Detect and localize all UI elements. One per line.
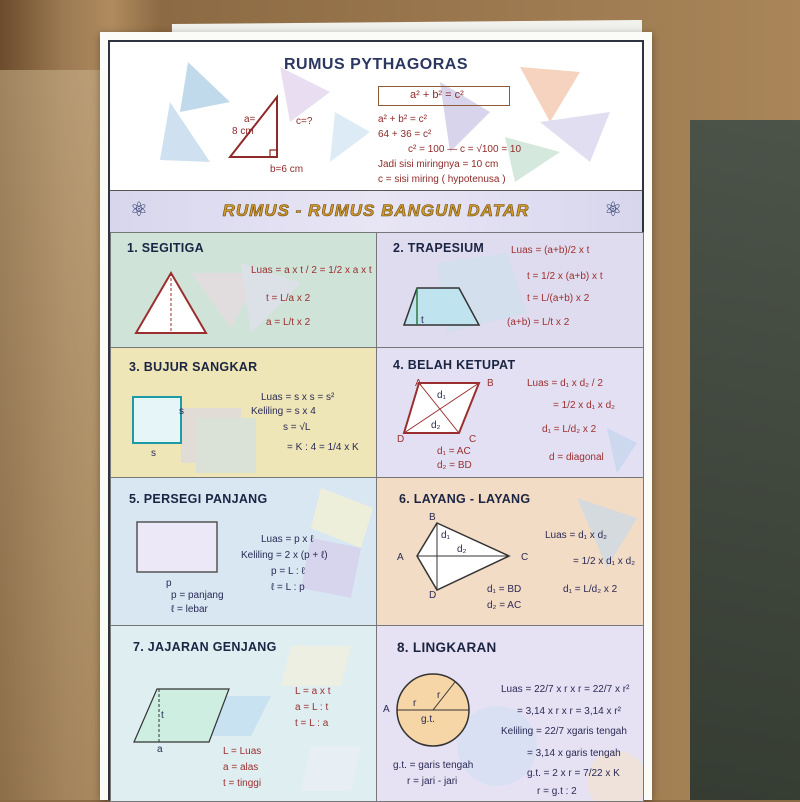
bujur-label-s: s [151, 448, 156, 459]
cell-title: 6. LAYANG - LAYANG [399, 492, 531, 506]
jajaran-line2-1: L = Luas [223, 746, 262, 757]
bujur-label-s: s [179, 406, 184, 417]
jajaran-line-2: a = L : t [295, 702, 329, 713]
trapesium-label-t: t [421, 315, 424, 326]
belah-label-d1: d₁ [437, 390, 446, 401]
trapesium-line-1: Luas = (a+b)/2 x t [511, 245, 590, 256]
cell-lingkaran [376, 625, 644, 802]
layang-label-a: A [397, 552, 404, 563]
pyth-line-5: c = sisi miring ( hypotenusa ) [378, 174, 506, 185]
layang-label-c: C [521, 552, 529, 563]
jajaran-label-a: a [157, 744, 163, 755]
pythagoras-triangle [110, 42, 642, 190]
cell-segitiga [110, 232, 378, 349]
cell-title: 4. BELAH KETUPAT [393, 358, 516, 372]
tri-label-a: a= [244, 114, 256, 125]
atom-icon: ⚛ [604, 199, 622, 221]
belah-line-1: Luas = d₁ x d₂ / 2 [527, 378, 603, 389]
jajaran-line2-3: t = tinggi [223, 778, 262, 789]
section-band [110, 190, 642, 234]
layang-line-2: = 1/2 x d₁ x d₂ [573, 556, 636, 567]
jajaran-line-1: L = a x t [295, 686, 331, 697]
pyth-line-1: a² + b² = c² [378, 114, 427, 125]
lingkaran-label-r: r [437, 690, 441, 701]
trapesium-shape [399, 283, 489, 333]
trapesium-line-2: t = 1/2 x (a+b) x t [527, 271, 603, 282]
segitiga-line-3: a = L/t x 2 [266, 317, 311, 328]
segitiga-line-2: t = L/a x 2 [266, 293, 311, 304]
belah-label-d: D [397, 434, 405, 445]
cell-title: 7. JAJARAN GENJANG [133, 640, 277, 654]
cell-title: 1. SEGITIGA [127, 241, 204, 255]
background-panel [690, 120, 800, 800]
cell-persegi-panjang [110, 477, 378, 627]
persegi-line-3: p = L : ℓ [271, 566, 305, 577]
tri-label-a-value: 8 cm [232, 126, 254, 137]
segitiga-shape [131, 268, 221, 338]
persegi-line-1: Luas = p x ℓ [261, 534, 314, 545]
band-title: RUMUS - RUMUS BANGUN DATAR [222, 201, 530, 220]
lingkaran-line2-1: g.t. = garis tengah [393, 760, 474, 771]
cell-trapesium [376, 232, 644, 349]
cell-title: 5. PERSEGI PANJANG [129, 492, 268, 506]
lingkaran-line-5: g.t. = 2 x r = 7/22 x K [527, 768, 620, 779]
belah-line-2: = 1/2 x d₁ x d₂ [553, 400, 616, 411]
lingkaran-line-1: Luas = 22/7 x r x r = 22/7 x r² [501, 684, 630, 695]
trapesium-line-4: (a+b) = L/t x 2 [507, 317, 570, 328]
pyth-line-4: Jadi sisi miringnya = 10 cm [378, 159, 499, 170]
cell-belah-ketupat [376, 347, 644, 479]
persegi-shape [133, 518, 223, 578]
atom-icon: ⚛ [130, 199, 148, 221]
layang-label-d: D [429, 590, 437, 601]
formula-box-text: a² + b² = c² [410, 89, 464, 101]
jajaran-line2-2: a = alas [223, 762, 259, 773]
layang-label-b: B [429, 512, 436, 523]
layang-line2-2: d₂ = AC [487, 600, 522, 611]
jajaran-line-3: t = L : a [295, 718, 329, 729]
lingkaran-line-2: = 3,14 x r x r = 3,14 x r² [517, 706, 621, 717]
layang-label-d2: d₂ [457, 544, 467, 555]
tri-label-b: b=6 cm [270, 164, 304, 175]
trapesium-line-3: t = L/(a+b) x 2 [527, 293, 590, 304]
pythagoras-section [110, 42, 642, 190]
poster [100, 32, 652, 800]
lingkaran-label-r: r [413, 698, 417, 709]
jajaran-label-t: t [161, 710, 164, 721]
jajaran-shape [129, 684, 239, 749]
bujur-shape [129, 393, 189, 449]
cell-bujur-sangkar [110, 347, 378, 479]
tri-label-c: c=? [296, 116, 313, 127]
bujur-line-4: = K : 4 = 1/4 x K [287, 442, 359, 453]
belah-line2-1: d₁ = AC [437, 446, 471, 457]
segitiga-line-1: Luas = a x t / 2 = 1/2 x a x t [251, 265, 372, 276]
pythagoras-title: RUMUS PYTHAGORAS [283, 56, 468, 73]
belah-line2-2: d₂ = BD [437, 460, 472, 471]
belah-label-d2: d₂ [431, 420, 441, 431]
belah-line-4: d = diagonal [549, 452, 604, 463]
bujur-line-2: Keliling = s x 4 [251, 406, 316, 417]
layang-line-3: d₁ = L/d₂ x 2 [563, 584, 618, 595]
lingkaran-label-gt: g.t. [421, 714, 435, 725]
persegi-label-p: p [166, 578, 172, 589]
lingkaran-label-a: A [383, 704, 390, 715]
belah-shape [399, 378, 489, 438]
lingkaran-shape [393, 670, 473, 750]
lingkaran-line-4: = 3,14 x garis tengah [527, 748, 621, 759]
lingkaran-line-3: Keliling = 22/7 xgaris tengah [501, 726, 627, 737]
belah-label-b: B [487, 378, 494, 389]
bujur-line-1: Luas = s x s = s² [261, 392, 335, 403]
persegi-line-2: Keliling = 2 x (p + ℓ) [241, 550, 328, 561]
layang-line2-1: d₁ = BD [487, 584, 522, 595]
belah-label-a: A [415, 378, 422, 389]
persegi-line2-2: ℓ = lebar [171, 604, 208, 615]
layang-label-d1: d₁ [441, 530, 450, 541]
persegi-line2-1: p = panjang [171, 590, 224, 601]
belah-line-3: d₁ = L/d₂ x 2 [542, 424, 597, 435]
layang-line-1: Luas = d₁ x d₂ [545, 530, 608, 541]
pyth-line-3: c² = 100 — c = √100 = 10 [408, 144, 522, 155]
cell-title: 2. TRAPESIUM [393, 241, 485, 255]
cell-layang-layang [376, 477, 644, 627]
cell-title: 3. BUJUR SANGKAR [129, 360, 258, 374]
lingkaran-line2-2: r = jari - jari [407, 776, 458, 787]
belah-label-c: C [469, 434, 477, 445]
bujur-line-3: s = √L [283, 422, 311, 433]
pyth-line-2: 64 + 36 = c² [378, 129, 432, 140]
persegi-line-4: ℓ = L : p [271, 582, 305, 593]
cell-jajaran-genjang [110, 625, 378, 802]
lingkaran-line2-3: r = g.t : 2 [537, 786, 577, 797]
cell-title: 8. LINGKARAN [397, 640, 497, 655]
